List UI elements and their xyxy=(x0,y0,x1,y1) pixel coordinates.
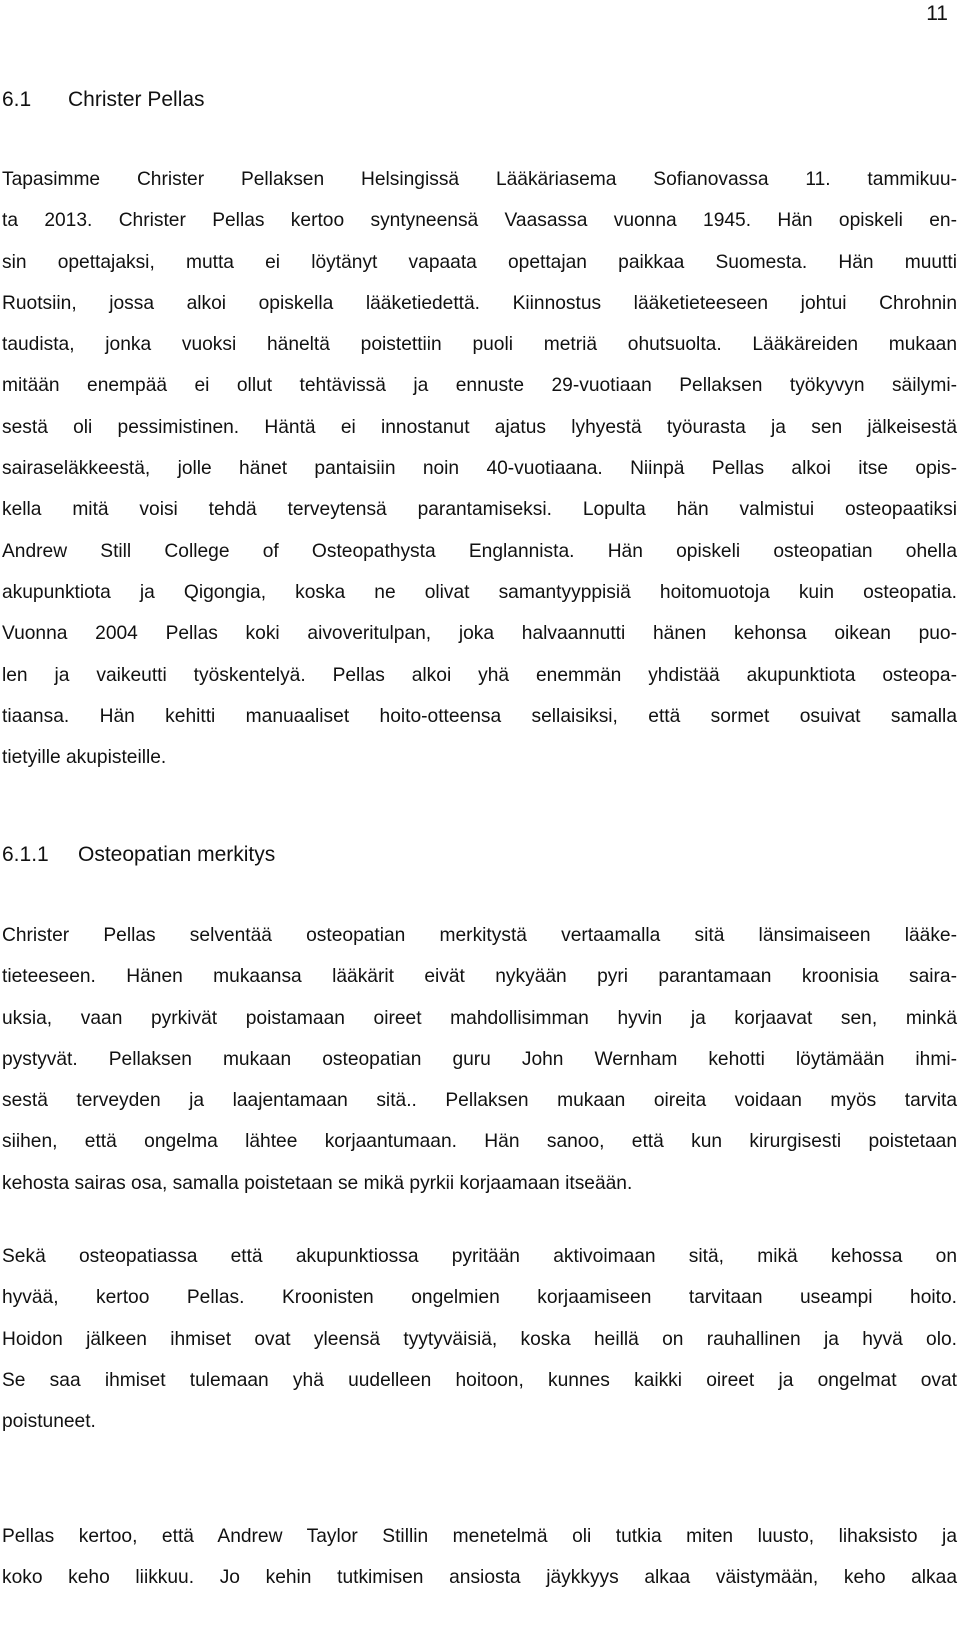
paragraph-line: koko keho liikkuu. Jo kehin tutkimisen ansiosta jäykkyys alkaa väistymään, keho alkaa xyxy=(2,1567,957,1589)
paragraph-line: Sekä osteopatiassa että akupunktiossa pyritään aktivoimaan sitä, mikä kehossa on xyxy=(2,1246,957,1267)
paragraph xyxy=(2,1516,957,1599)
section-number: 6.1 xyxy=(2,88,32,111)
paragraph-line: tiaansa. Hän kehitti manuaaliset hoito-otteensa sellaisiksi, että sormet osuivat samalla xyxy=(2,705,957,727)
paragraph-line: kehosta sairas osa, samalla poistetaan se mikä pyrkii korjaamaan itseään. xyxy=(2,1172,633,1194)
paragraph-line: taudista, jonka vuoksi häneltä poistettiin puoli metriä ohutsuolta. Lääkäreiden mukaan xyxy=(2,334,957,356)
paragraph xyxy=(2,159,957,778)
paragraph xyxy=(2,1236,957,1442)
subsection-number: 6.1.1 xyxy=(2,843,49,866)
paragraph-line: Andrew Still College of Osteopathysta Englannista. Hän opiskeli osteopatian ohella xyxy=(2,540,957,562)
paragraph-line: mitään enempää ei ollut tehtävissä ja ennuste 29-vuotiaan Pellaksen työkyvyn säilymi- xyxy=(2,375,957,397)
paragraph-line: ta 2013. Christer Pellas kertoo syntyneensä Vaasassa vuonna 1945. Hän opiskeli en- xyxy=(2,210,957,232)
paragraph-line: Se saa ihmiset tulemaan yhä uudelleen hoitoon, kunnes kaikki oireet ja ongelmat ovat xyxy=(2,1369,957,1391)
paragraph-line: tieteeseen. Hänen mukaansa lääkärit eivät nykyään pyri parantamaan kroonisia saira- xyxy=(2,966,957,988)
subsection-heading xyxy=(2,843,275,867)
paragraph-line: sin opettajaksi, mutta ei löytänyt vapaata opettajan paikkaa Suomesta. Hän muutti xyxy=(2,251,957,273)
paragraph-line: tietyille akupisteille. xyxy=(2,747,167,769)
paragraph-line: sairaseläkkeestä, jolle hänet pantaisiin noin 40-vuotiaana. Niinpä Pellas alkoi itse opis- xyxy=(2,458,957,480)
paragraph-line: uksia, vaan pyrkivät poistamaan oireet mahdollisimman hyvin ja korjaavat sen, minkä xyxy=(2,1007,957,1029)
paragraph-line: kella mitä voisi tehdä terveytensä parantamiseksi. Lopulta hän valmistui osteopaatiksi xyxy=(2,499,957,521)
section-title: Christer Pellas xyxy=(68,88,205,111)
paragraph-line: sestä oli pessimistinen. Häntä ei innostanut ajatus lyhyestä työurasta ja sen jälkeisestä xyxy=(2,416,957,438)
paragraph-line: Ruotsiin, jossa alkoi opiskella lääketiedettä. Kiinnostus lääketieteeseen johtui Chrohnin xyxy=(2,292,957,314)
page-number: 11 xyxy=(926,2,948,25)
paragraph-line: poistuneet. xyxy=(2,1411,96,1433)
paragraph-line: Christer Pellas selventää osteopatian merkitystä vertaamalla sitä länsimaiseen lääke- xyxy=(2,925,957,946)
paragraph-line: Vuonna 2004 Pellas koki aivoveritulpan, joka halvaannutti hänen kehonsa oikean puo- xyxy=(2,623,957,645)
paragraph-line: hyvää, kertoo Pellas. Kroonisten ongelmien korjaamiseen tarvitaan useampi hoito. xyxy=(2,1287,957,1309)
paragraph-line: Tapasimme Christer Pellaksen Helsingissä Lääkäriasema Sofianovassa 11. tammikuu- xyxy=(2,169,957,190)
paragraph-line: pystyvät. Pellaksen mukaan osteopatian guru John Wernham kehotti löytämään ihmi- xyxy=(2,1048,957,1070)
paragraph-line: len ja vaikeutti työskentelyä. Pellas alkoi yhä enemmän yhdistää akupunktiota osteopa- xyxy=(2,664,957,686)
paragraph-line: akupunktiota ja Qigongia, koska ne olivat samantyyppisiä hoitomuotoja kuin osteopatia. xyxy=(2,581,957,603)
paragraph xyxy=(2,915,957,1204)
paragraph-line: Pellas kertoo, että Andrew Taylor Stillin menetelmä oli tutkia miten luusto, lihaksisto ja xyxy=(2,1526,957,1547)
subsection-title: Osteopatian merkitys xyxy=(78,843,276,866)
paragraph-line: sestä terveyden ja laajentamaan sitä.. Pellaksen mukaan oireita voidaan myös tarvita xyxy=(2,1090,957,1112)
paragraph-line: Hoidon jälkeen ihmiset ovat yleensä tyytyväisiä, koska heillä on rauhallinen ja hyvä olo. xyxy=(2,1328,957,1350)
paragraph-line: siihen, että ongelma lähtee korjaantumaan. Hän sanoo, että kun kirurgisesti poistetaan xyxy=(2,1131,957,1153)
section-heading xyxy=(2,88,205,112)
